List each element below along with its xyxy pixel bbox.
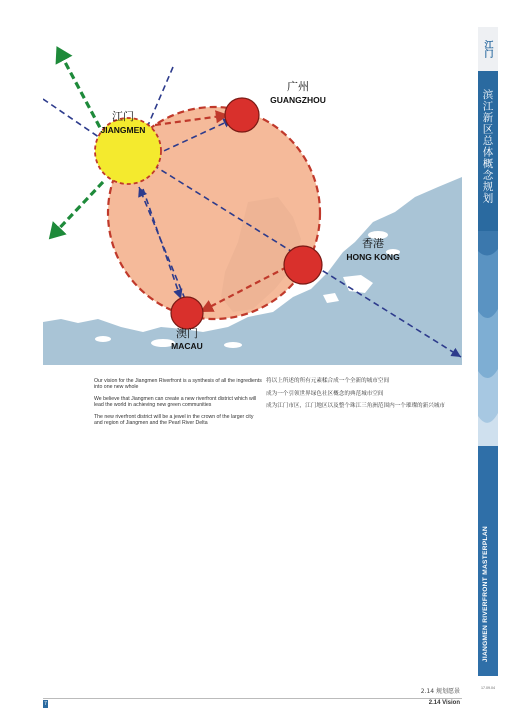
label-macau-cn: 澳门 [176, 327, 198, 340]
footer-section-cn: 2.14 规划愿景 [420, 688, 460, 695]
label-guangzhou-cn: 广州 [287, 80, 309, 93]
logo-text: 江门 [482, 40, 493, 58]
node-hongkong [284, 246, 322, 284]
sidebar-title-en-text: JIANGMEN RIVERFRONT MASTERPLAN [482, 525, 489, 662]
label-macau-en: MACAU [171, 341, 203, 351]
vision-text-en [94, 378, 262, 431]
vision-paragraph: We believe that Jiangmen can create a new riverfront district which will lead the world in achieving new green communities [94, 395, 257, 409]
label-jiangmen-en: JIANGMEN [100, 125, 146, 135]
sidebar-wave-pattern [478, 231, 498, 446]
vision-paragraph: The new riverfront district will be a jewel in the crown of the larger city and region of Jiangmen and the Pearl River Delta [94, 413, 254, 427]
sidebar-title-cn-text: 滨江新区总体概念规划 [481, 89, 494, 204]
label-hongkong-cn: 香港 [362, 237, 384, 250]
island [95, 336, 111, 342]
label-jiangmen-cn: 江门 [112, 110, 134, 123]
vision-paragraph: Our vision for the Jiangmen Riverfront is a synthesis of all the ingredients into one new whole [94, 378, 262, 391]
node-guangzhou [225, 98, 259, 132]
vision-map [43, 27, 462, 365]
vision-text-cn [266, 378, 446, 416]
sidebar [478, 27, 498, 700]
footer-section-title: 2.14 Vision [428, 700, 460, 706]
vision-paragraph-cn: 成为江门市区，江门地区以及整个珠江三角洲范围内一个璀璨的新兴城市 [266, 403, 446, 409]
sidebar-date: 17.09.04 [481, 686, 495, 690]
footer-divider [43, 698, 462, 699]
vision-paragraph-cn: 成为一个引领世界绿色社区概念的典范城市空间 [266, 390, 384, 397]
sidebar-title-en [478, 446, 498, 676]
jiangmen-logo [478, 27, 498, 71]
island [224, 342, 242, 348]
label-hongkong-en: HONG KONG [346, 252, 400, 262]
label-guangzhou-en: GUANGZHOU [270, 95, 326, 105]
node-macau [171, 297, 203, 329]
vision-paragraph-cn: 将以上所述的所有元素糅合成一个全新的城市空间 [266, 378, 390, 384]
page-number: 7 [44, 701, 47, 707]
sidebar-title-cn [478, 71, 498, 231]
